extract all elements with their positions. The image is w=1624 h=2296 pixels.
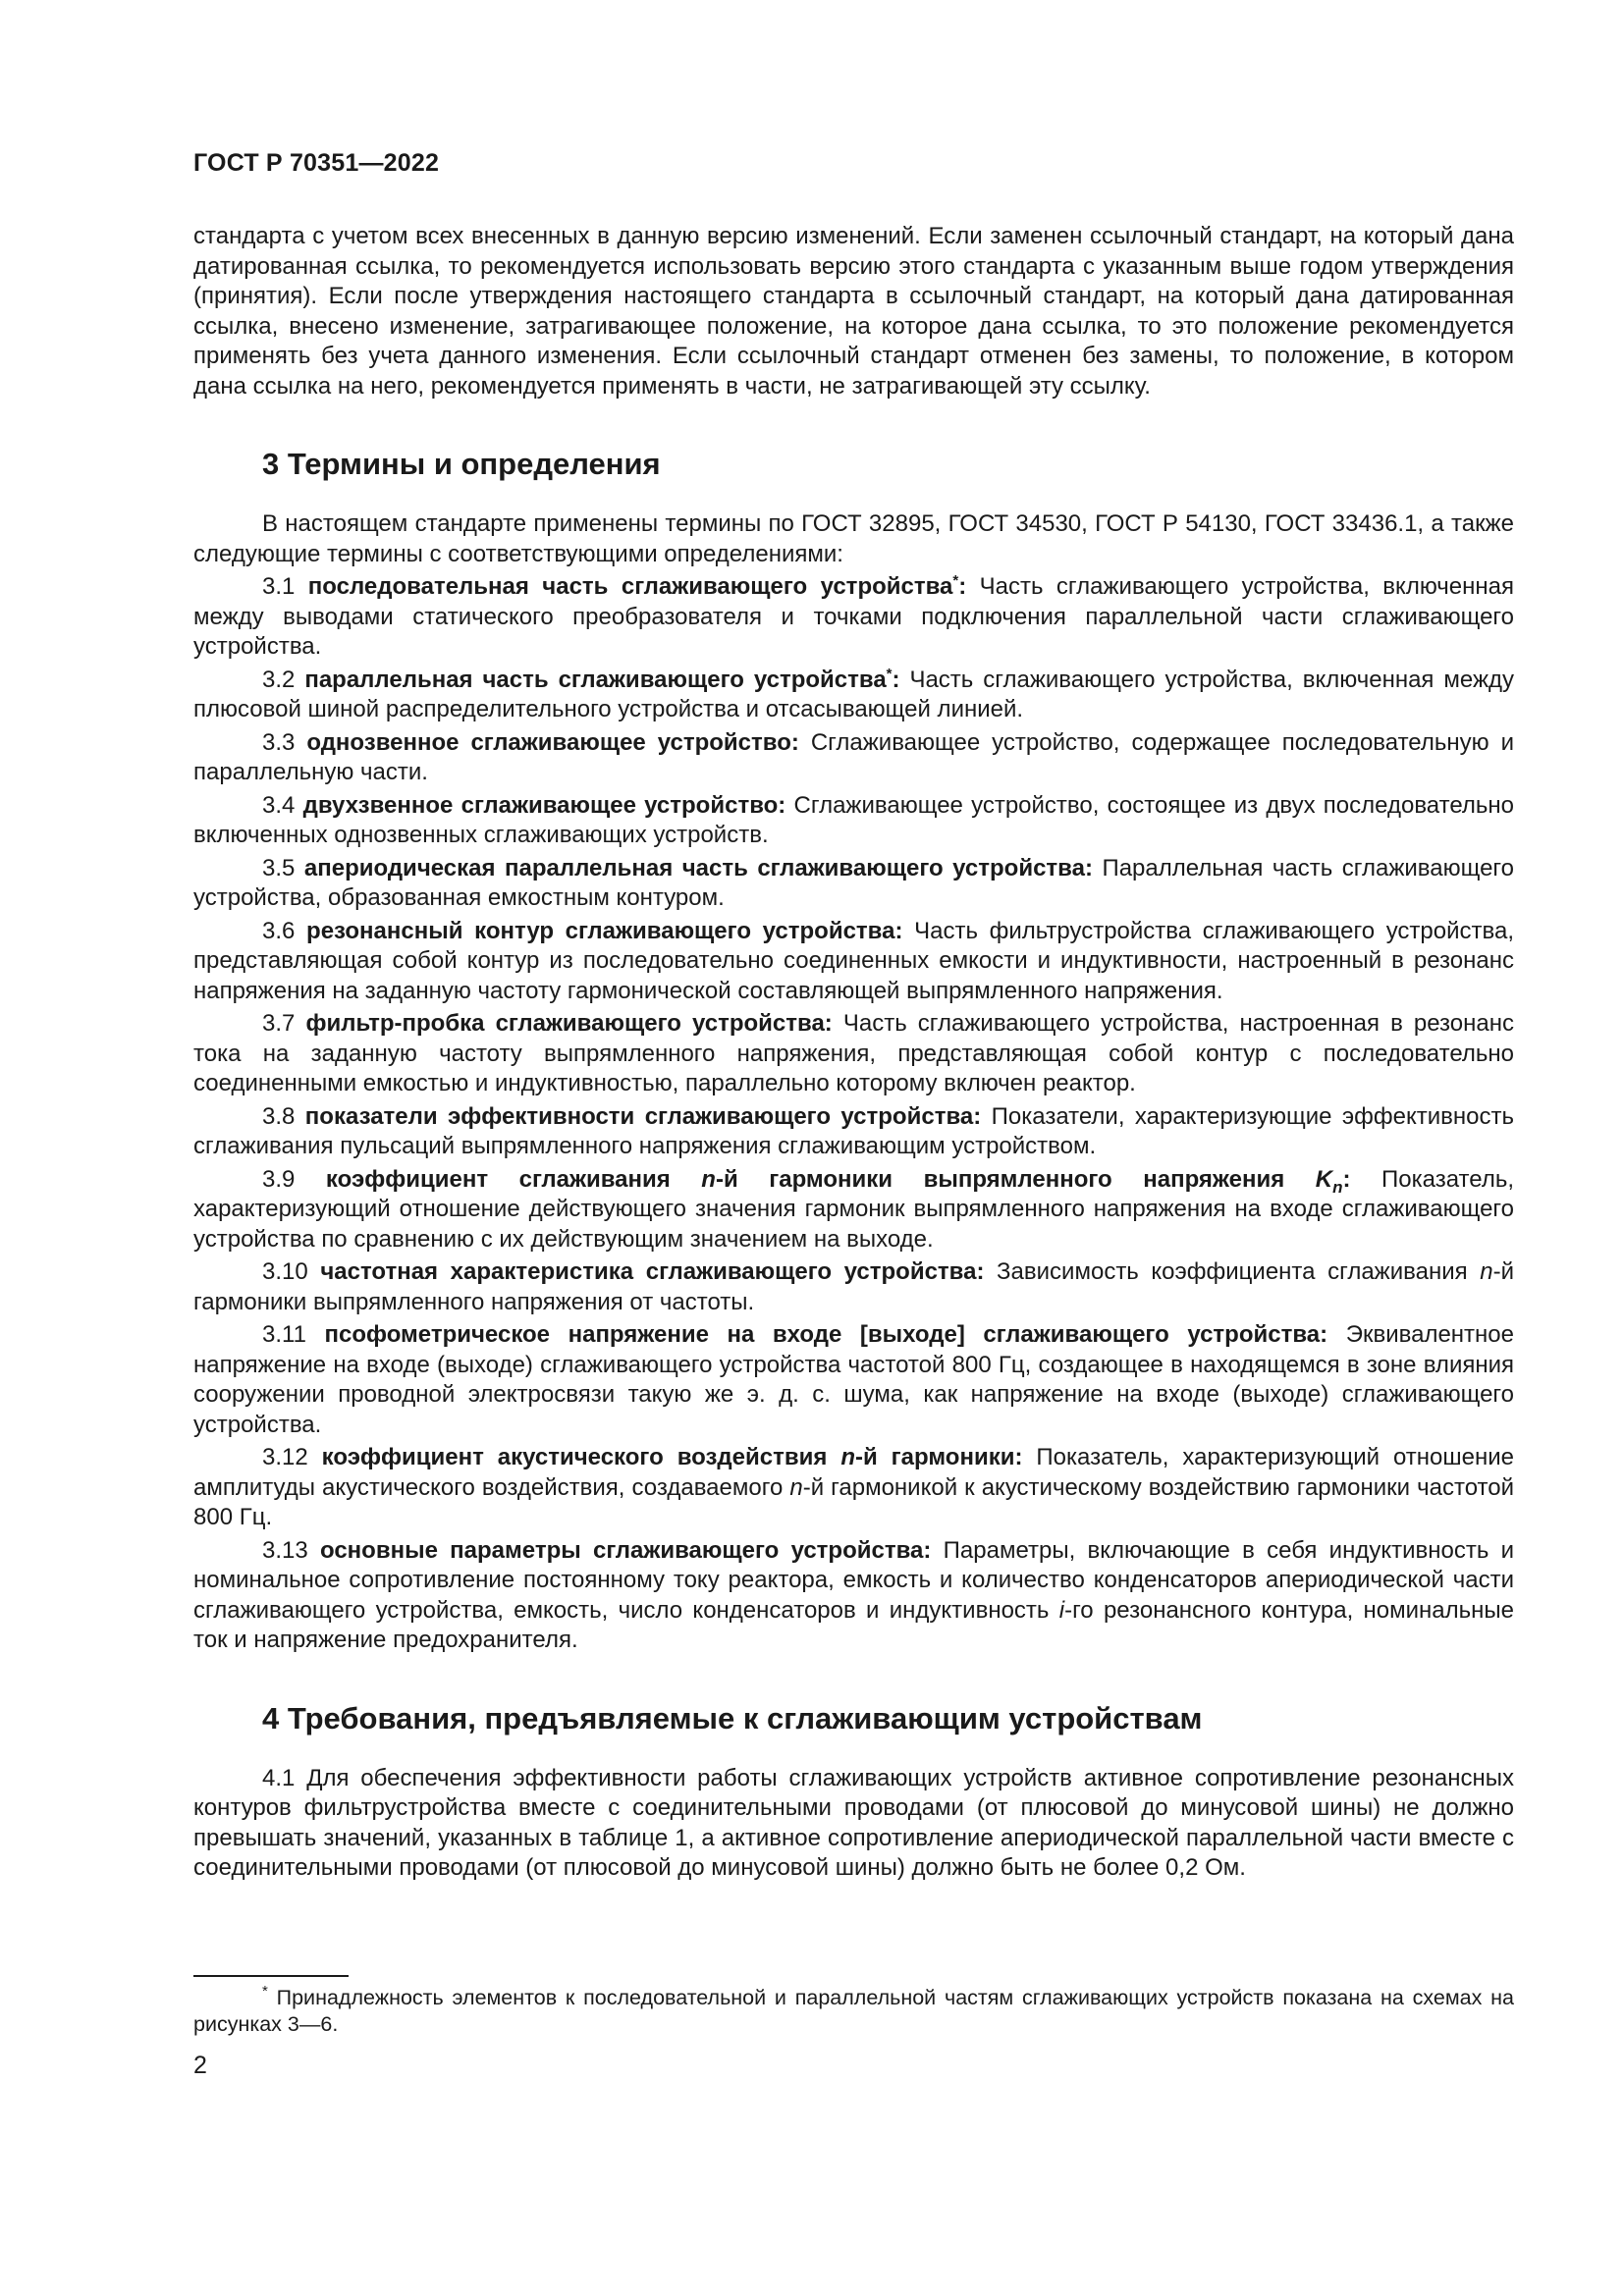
term-definition: Сглаживающее устройство, состоящее из двух последовательно включенных однозвенных сглаживающих устройств. [193, 791, 1515, 848]
term-number: 3.5 [262, 854, 296, 881]
footnote-divider [193, 1975, 349, 1977]
term-number: 3.1 [262, 573, 296, 600]
term-title: резонансный контур сглаживающего устройства: [306, 917, 903, 944]
term-3-8 [193, 1102, 1514, 1162]
term-3-12 [193, 1443, 1514, 1533]
term-definition: Параллельная часть сглаживающего устройства, образованная емкостным контуром. [193, 854, 1514, 911]
term-title: фильтр-пробка сглаживающего устройства: [305, 1010, 833, 1037]
term-number: 3.2 [262, 666, 296, 693]
term-title: показатели эффективности сглаживающего устройства: [304, 1102, 982, 1130]
term-definition: Часть сглаживающего устройства, включенная между выводами статического преобразователя и точками подключения параллельной части сглаживающего устройства. [193, 573, 1515, 660]
term-definition: Зависимость коэффициента сглаживания n-й гармоники выпрямленного напряжения от частоты. [193, 1258, 1514, 1315]
term-title: частотная характеристика сглаживающего устройства: [320, 1258, 985, 1285]
term-number: 3.12 [262, 1444, 308, 1470]
term-number: 3.9 [262, 1165, 296, 1193]
section-3-heading: 3 Термины и определения [262, 447, 661, 481]
term-3-9 [193, 1165, 1514, 1255]
term-3-5 [193, 854, 1514, 914]
term-title: параллельная часть сглаживающего устройства*: [304, 665, 900, 693]
term-title: коэффициент сглаживания n-й гармоники выпрямленного напряжения $K_n$: [325, 1165, 1351, 1197]
footnote-mark: * [886, 665, 893, 682]
clause-4-1: 4.1 Для обеспечения эффективности работы сглаживающих устройств активное сопротивление резонансных контуров фильтрустройства вместе с соединительными проводами (от плюсовой до минусовой шины) не должно превышать значений, указанных в таблице 1, а активное сопротивление апериодической параллельной части вместе с соединительными проводами (от плюсовой до минусовой шины) должно быть не более 0,2 Ом. [193, 1764, 1514, 1881]
term-3-4 [193, 791, 1514, 851]
term-3-6 [193, 917, 1514, 1007]
footnote-text: Принадлежность элементов к последовательной и параллельной частям сглаживающих устройств показана на схемах на рисунках 3—6. [193, 1986, 1514, 2036]
term-number: 3.13 [262, 1536, 308, 1564]
term-3-7 [193, 1009, 1514, 1099]
term-3-10 [193, 1257, 1514, 1317]
section-3-intro: В настоящем стандарте применены термины по ГОСТ 32895, ГОСТ 34530, ГОСТ Р 54130, ГОСТ 33436.1, а также следующие термины с соответствующими определениями: [193, 510, 1514, 567]
term-definition: Часть сглаживающего устройства, настроенная в резонанс тока на заданную частоту выпрямленного напряжения, представляющая собой контур с последовательно соединенными емкостью и индуктивностью, параллельно которому включен реактор. [193, 1010, 1514, 1096]
term-title: основные параметры сглаживающего устройства: [319, 1536, 932, 1564]
term-number: 3.11 [262, 1321, 306, 1348]
term-3-2 [193, 666, 1514, 725]
term-title: псофометрическое напряжение на входе [выходе] сглаживающего устройства: [324, 1321, 1328, 1348]
term-number: 3.4 [262, 791, 296, 819]
term-title: однозвенное сглаживающее устройство: [306, 728, 799, 756]
term-3-1 [193, 572, 1514, 663]
term-3-11 [193, 1320, 1514, 1440]
term-title: апериодическая параллельная часть сглаживающего устройства: [303, 854, 1093, 881]
term-title: последовательная часть сглаживающего устройства*: [307, 572, 967, 600]
page-content [193, 222, 1514, 1884]
term-number: 3.8 [262, 1102, 296, 1130]
term-number: 3.10 [262, 1258, 308, 1285]
section-4-heading: 4 Требования, предъявляемые к сглаживающим устройствам [262, 1700, 1203, 1735]
term-definition: Часть фильтрустройства сглаживающего устройства, представляющая собой контур из последовательно соединенных емкости и индуктивности, настроенный в резонанс напряжения на заданную частоту гармонической составляющей выпрямленного напряжения. [193, 917, 1515, 1004]
term-3-3 [193, 728, 1514, 788]
page-number: 2 [193, 2052, 207, 2079]
footnote-mark: * [262, 1983, 268, 2000]
intro-paragraph: стандарта с учетом всех внесенных в данную версию изменений. Если заменен ссылочный стандарт, на который дана датированная ссылка, то рекомендуется использовать версию этого стандарта с указанным выше годом утверждения (принятия). Если после утверждения настоящего стандарта в ссылочный стандарт, на который дана датированная ссылка, внесено изменение, затрагивающее положение, на которое дана ссылка, то это положение рекомендуется применять без учета данного изменения. Если ссылочный стандарт отменен без замены, то положение, в котором дана ссылка на него, рекомендуется применять в части, не затрагивающей эту ссылку. [193, 223, 1514, 400]
term-definition: Показатели, характеризующие эффективность сглаживания пульсаций выпрямленного напряжения сглаживающим устройством. [193, 1102, 1515, 1159]
term-title: коэффициент акустического воздействия n-й гармоники: [321, 1444, 1023, 1470]
term-definition: Показатель, характеризующий отношение действующего значения гармоник выпрямленного напряжения на входе сглаживающего устройства по сравнению с их действующим значением на выходе. [193, 1165, 1515, 1253]
term-definition: Эквивалентное напряжение на входе (выходе) сглаживающего устройства частотой 800 Гц, создающее в находящемся в зоне влияния сооружении проводной электросвязи такую же э. д. с. шума, как напряжение на входе (выходе) сглаживающего устройства. [193, 1321, 1514, 1438]
term-title: двухзвенное сглаживающее устройство: [302, 791, 786, 819]
term-number: 3.3 [262, 728, 296, 756]
footnote-mark: * [952, 572, 959, 589]
term-definition: Сглаживающее устройство, содержащее последовательную и параллельную части. [193, 728, 1514, 785]
term-number: 3.6 [262, 917, 296, 944]
footnote [193, 1985, 1514, 2038]
standard-header: ГОСТ Р 70351—2022 [193, 149, 440, 177]
symbol-k: K [1315, 1165, 1333, 1193]
term-definition: Показатель, характеризующий отношение амплитуды акустического воздействия, создаваемого n-й гармоникой к акустическому воздействию гармоники частотой 800 Гц. [193, 1444, 1514, 1530]
symbol-subscript: n [1332, 1177, 1343, 1197]
term-number: 3.7 [262, 1010, 296, 1037]
term-definition: Параметры, включающие в себя индуктивность и номинальное сопротивление постоянному току реактора, емкость и количество конденсаторов апериодической части сглаживающего устройства, емкость, число конденсаторов и индуктивность i-го резонансного контура, номинальные ток и напряжение предохранителя. [193, 1536, 1515, 1653]
term-definition: Часть сглаживающего устройства, включенная между плюсовой шиной распределительного устройства и отсасывающей линией. [193, 666, 1514, 722]
term-3-13 [193, 1536, 1514, 1656]
